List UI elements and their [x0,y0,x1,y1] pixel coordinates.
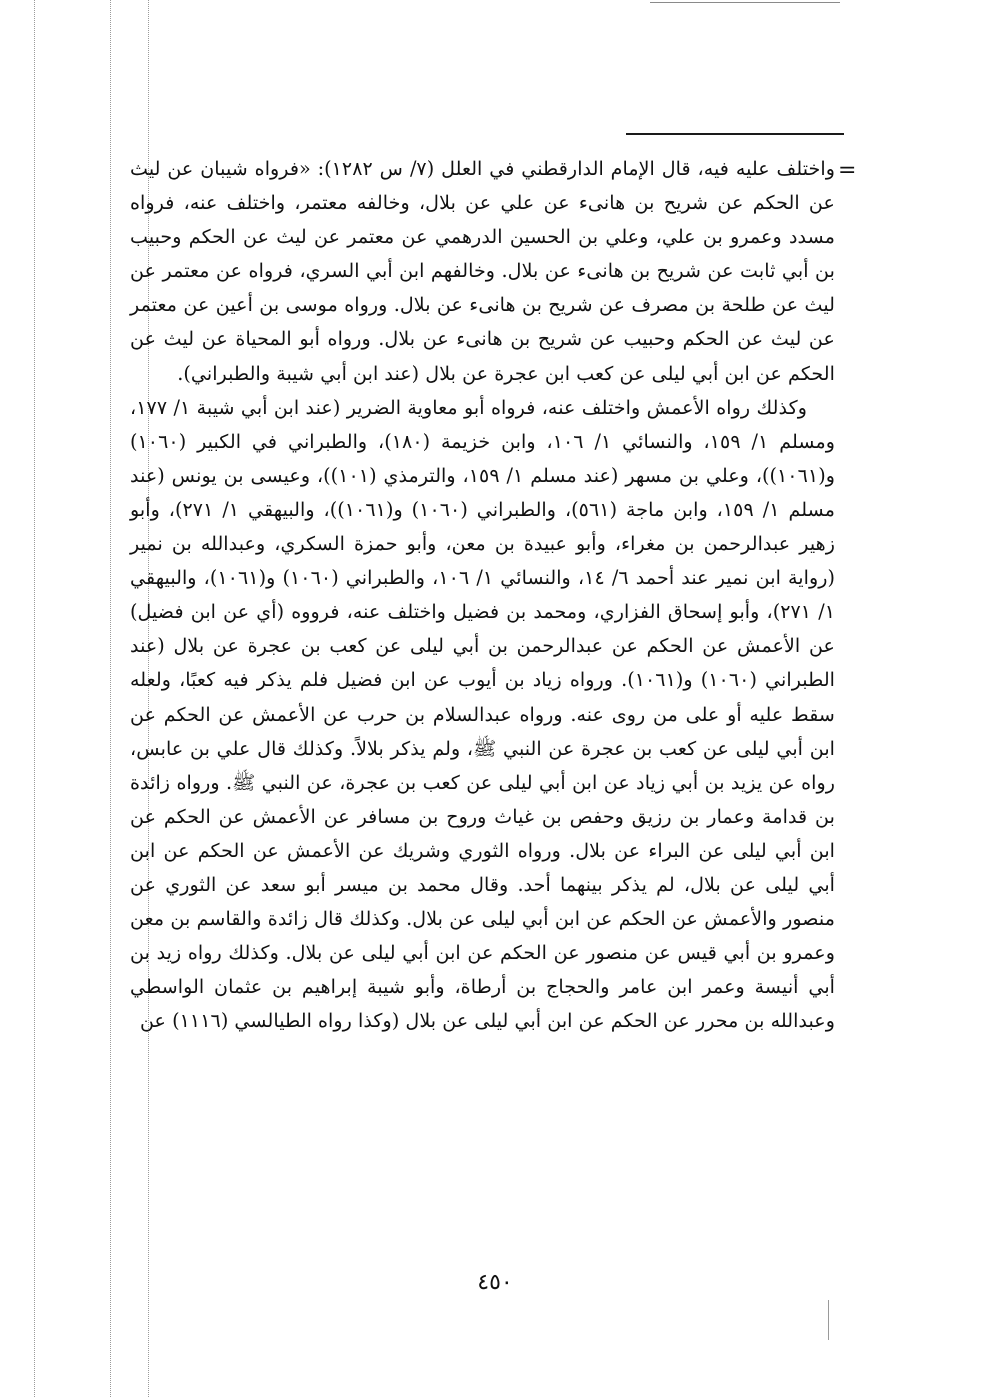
footnote-paragraph: واختلف عليه فيه، قال الإمام الدارقطني في العلل (٧/ س ١٢٨٢): «فرواه شيبان عن ليث عن الحكم عن شريح بن هانىء عن علي عن بلال، وخالفه معتمر، واختلف عنه، فرواه مسدد وعمرو بن علي، وعلي بن الحسين الدرهمي عن معتمر عن ليث عن الحكم وحبيب بن أبي ثابت عن شريح بن هانىء عن بلال. وخالفهم ابن أبي السري، فرواه عن معتمر عن ليث عن طلحة بن مصرف عن شريح بن هانىء عن بلال. ورواه موسى بن أعين عن معتمر عن ليث عن الحكم وحبيب عن شريح بن هانىء عن بلال. ورواه أبو المحياة عن ليث عن الحكم عن ابن أبي ليلى عن كعب ابن عجرة عن بلال (عند ابن أبي شيبة والطبراني). [130,157,835,385]
continuation-mark: = [838,158,857,183]
scan-guide-line [110,0,111,1397]
footnote-separator [626,133,844,135]
footnote-paragraph: وكذلك رواه الأعمش واختلف عنه، فرواه أبو معاوية الضرير (عند ابن أبي شيبة ١/ ١٧٧، ومسلم ١/ ١٥٩، والنسائي ١/ ١٠٦، وابن خزيمة (١٨٠)، والطبراني في الكبير (١٠٦٠) و(١٠٦١))، وعلي بن مسهر (عند مسلم ١/ ١٥٩، والترمذي (١٠١))، وعيسى بن يونس (عند مسلم ١/ ١٥٩، وابن ماجة (٥٦١)، والطبراني (١٠٦٠) و(١٠٦١))، والبيهقي ١/ ٢٧١)، وأبو زهير عبدالرحمن بن مغراء، وأبو عبيدة بن معن، وأبو حمزة السكري، وعبدالله بن نمير (رواية ابن نمير عند أحمد ٦/ ١٤، والنسائي ١/ ١٠٦، والطبراني (١٠٦٠) و(١٠٦١)، والبيهقي ١/ ٢٧١)، وأبو إسحاق الفزاري، ومحمد بن فضيل واختلف عنه، فرووه (أي عن ابن فضيل) عن الأعمش عن الحكم عن عبدالرحمن بن أبي ليلى عن كعب بن عجرة عن بلال (عند الطبراني (١٠٦٠) و(١٠٦١). ورواه زياد بن أيوب عن ابن فضيل فلم يذكر فيه كعبًا، ولعله سقط عليه أو على من روى عنه. ورواه عبدالسلام بن حرب عن الأعمش عن الحكم عن ابن أبي ليلى عن كعب بن عجرة عن النبي ﷺ، ولم يذكر بلالاً. وكذلك قال علي بن عابس، رواه عن يزيد بن أبي زياد عن ابن أبي ليلى عن كعب بن عجرة، عن النبي ﷺ. ورواه زائدة بن قدامة وعمار بن رزيق وحفص بن غياث وروح بن مسافر عن الأعمش عن الحكم عن ابن أبي ليلى عن البراء عن بلال. ورواه الثوري وشريك عن الأعمش عن الحكم عن ابن أبي ليلى عن بلال، لم يذكر بينهما أحد. وقال محمد بن ميسر أبو سعد عن الثوري عن منصور والأعمش عن الحكم عن ابن أبي ليلى عن بلال. وكذلك قال زائدة والقاسم بن معن وعمرو بن أبي قيس عن منصور عن الحكم عن ابن أبي ليلى عن بلال. وكذلك رواه زيد بن أبي أنيسة وعمر ابن عامر والحجاج بن أرطاة، وأبو شيبة إبراهيم بن عثمان الواسطي وعبدالله بن محرر عن الحكم عن ابن أبي ليلى عن بلال (وكذا رواه الطيالسي (١١١٦) عن [130,395,836,1033]
page-number: ٤٥٠ [477,1270,513,1295]
top-rule [650,2,840,3]
scan-guide-line [828,1300,829,1340]
footnote-text [130,152,835,1038]
scan-guide-line [34,0,35,1397]
